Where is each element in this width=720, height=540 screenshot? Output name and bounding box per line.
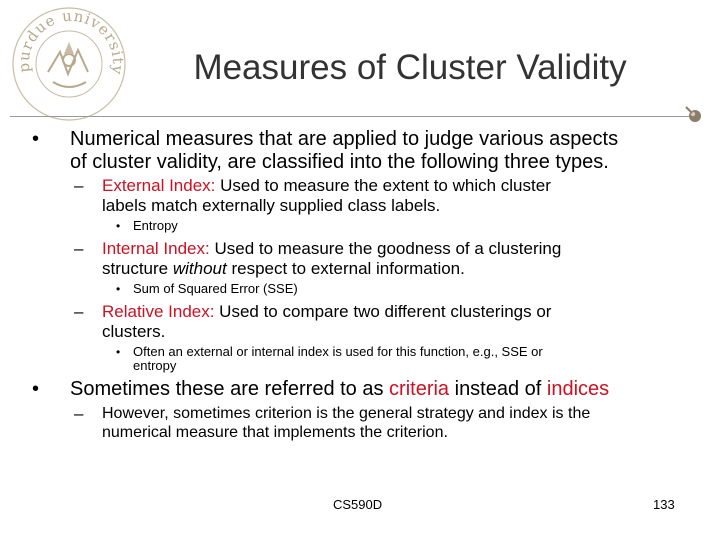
internal-text-emphasis: without xyxy=(172,259,227,278)
bullet-text-line: clusters. xyxy=(102,322,166,341)
bullet-text-line xyxy=(102,239,561,258)
external-index-text: Used to measure the extent to which cluster xyxy=(215,176,551,195)
relative-index-label: Relative Index: xyxy=(102,302,215,321)
internal-index-label: Internal Index: xyxy=(102,239,210,258)
internal-text-pre: structure xyxy=(102,259,173,278)
bullet-text-line: Numerical measures that are applied to judge various aspects xyxy=(70,128,619,150)
footer-page-number: 133 xyxy=(653,497,675,512)
relative-index-text: Used to compare two different clusterings or xyxy=(214,302,552,321)
dash-bullet-icon: – xyxy=(74,404,84,423)
bullet-text-line: labels match externally supplied class labels. xyxy=(102,196,441,215)
dash-bullet-icon: – xyxy=(74,302,84,321)
indices-word: indices xyxy=(546,378,610,400)
bullet-text-line: Sum of Squared Error (SSE) xyxy=(133,281,298,296)
sometimes-text-mid: instead of xyxy=(449,378,547,400)
bullet-text-line xyxy=(102,176,551,195)
bullet-text-line: numerical measure that implements the criterion. xyxy=(102,424,448,441)
bullet-dot-icon: • xyxy=(32,378,40,400)
dash-bullet-icon: – xyxy=(74,239,84,258)
svg-text:purdue university: purdue university xyxy=(14,6,128,77)
slide-title: Measures of Cluster Validity xyxy=(193,48,627,87)
sometimes-text-pre: Sometimes these are referred to as xyxy=(70,378,390,400)
internal-text-post: respect to external information. xyxy=(226,259,465,278)
bullet-dot-icon: • xyxy=(116,345,121,359)
internal-index-text: Used to measure the goodness of a clustering xyxy=(209,239,562,258)
criteria-word: criteria xyxy=(389,378,450,400)
external-index-label: External Index: xyxy=(102,176,216,195)
dash-bullet-icon: – xyxy=(74,176,84,195)
bullet-dot-icon: • xyxy=(32,128,40,150)
bullet-text-line xyxy=(102,259,465,278)
bullet-text-line: However, sometimes criterion is the general strategy and index is the xyxy=(102,405,591,422)
bullet-dot-icon: • xyxy=(116,282,121,296)
bullet-text-line xyxy=(70,378,609,400)
bullet-text-line xyxy=(102,302,551,321)
bullet-text-line: entropy xyxy=(133,358,177,373)
bullet-text-line: of cluster validity, are classified into the following three types. xyxy=(70,151,609,173)
bullet-dot-icon: • xyxy=(116,219,121,233)
footer-course: CS590D xyxy=(333,497,383,512)
bullet-text-line: Entropy xyxy=(133,218,178,233)
bullet-text-line: Often an external or internal index is used for this function, e.g., SSE or xyxy=(133,344,543,359)
